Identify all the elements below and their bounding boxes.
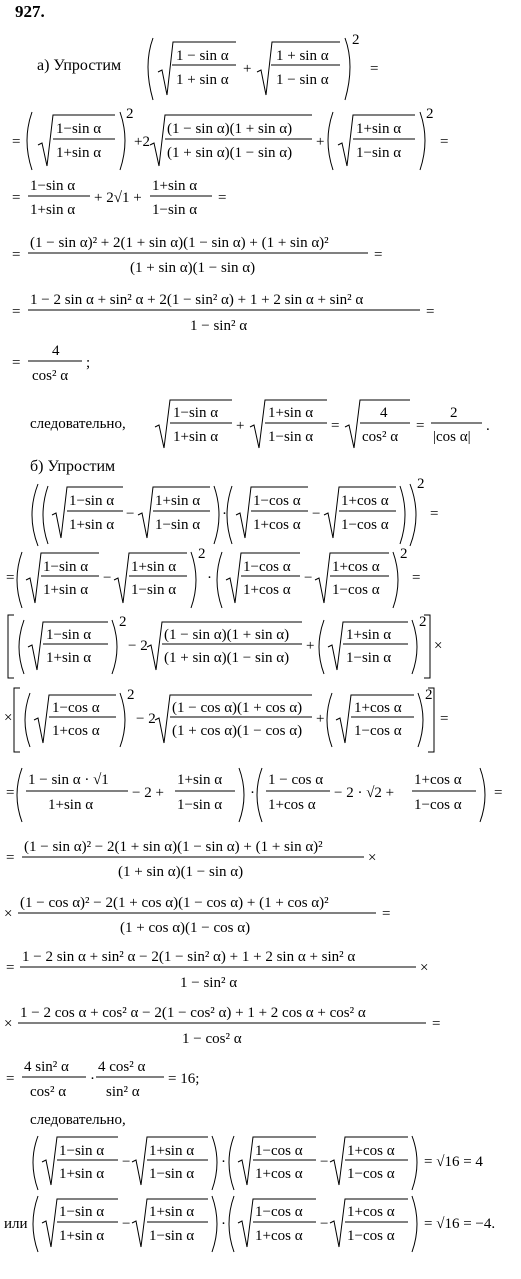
den: 1+cos α — [243, 582, 291, 598]
b-line-1 — [32, 476, 438, 546]
den: 1−cos α — [347, 1166, 395, 1182]
op: × — [434, 638, 443, 654]
op: − — [312, 506, 321, 522]
den: 1 − sin² α — [180, 975, 238, 991]
op: = — [494, 785, 503, 801]
exp: 2 — [119, 614, 127, 630]
den: 1−cos α — [347, 1228, 395, 1244]
num: 1−sin α — [56, 121, 102, 137]
op: ; — [86, 355, 91, 371]
den: 1+sin α — [30, 202, 76, 218]
a-line-5 — [12, 292, 434, 334]
den: (1 + sin α)(1 − sin α) — [118, 864, 244, 880]
op: × — [4, 710, 13, 726]
den: (1 + cos α)(1 − cos α) — [172, 723, 303, 739]
op: = — [430, 506, 439, 522]
paren — [418, 693, 423, 747]
den: |cos α| — [433, 429, 471, 445]
num: 1 − sin α · √1 — [28, 772, 109, 788]
den: 1−sin α — [356, 145, 402, 161]
problem-number: 927. — [15, 2, 45, 21]
paren — [19, 620, 24, 674]
exp: 2 — [400, 546, 408, 562]
op: · — [207, 570, 212, 586]
num: 1+sin α — [177, 772, 223, 788]
den: 1−sin α — [149, 1228, 195, 1244]
num: 1 + sin α — [276, 48, 329, 64]
num: 1−sin α — [59, 1143, 105, 1159]
result: = √16 = −4. — [424, 1216, 496, 1232]
num: 1+sin α — [346, 627, 392, 643]
op: = — [426, 304, 435, 320]
num: (1 − sin α)² − 2(1 + sin α)(1 − sin α) + (1 + sin α)² — [24, 839, 323, 855]
b-line-12 — [33, 1196, 495, 1252]
op: = — [12, 134, 21, 150]
mid: + 2√1 + — [94, 190, 142, 206]
paren — [120, 112, 125, 170]
paren — [480, 768, 485, 822]
paren-outer — [32, 484, 38, 546]
num: 1+sin α — [149, 1204, 195, 1220]
big-paren-left — [148, 38, 153, 100]
op: − — [122, 1216, 131, 1232]
op: + — [316, 134, 325, 150]
op: = — [370, 61, 379, 77]
paren — [229, 1196, 234, 1252]
num: 1+sin α — [268, 405, 314, 421]
a-line-3 — [12, 178, 226, 218]
num: 1−cos α — [253, 493, 301, 509]
den: 1+cos α — [268, 797, 316, 813]
den: 1−cos α — [341, 517, 389, 533]
paren — [17, 768, 22, 822]
paren — [412, 620, 417, 674]
paren — [328, 112, 333, 170]
paren — [17, 552, 22, 608]
paren — [33, 1196, 38, 1252]
op: = — [12, 247, 21, 263]
paren — [257, 768, 262, 822]
den: 1−sin α — [346, 650, 392, 666]
op: − — [122, 1154, 131, 1170]
paren — [27, 112, 32, 170]
den: 1+sin α — [69, 517, 115, 533]
b-line-5 — [6, 768, 502, 822]
paren — [214, 486, 219, 544]
num: 1−cos α — [255, 1143, 303, 1159]
num: 4 — [380, 405, 388, 421]
paren — [229, 1136, 234, 1190]
a-line-4 — [12, 235, 382, 276]
op: × — [420, 960, 429, 976]
op: − — [320, 1154, 329, 1170]
exp: 2 — [425, 687, 433, 703]
op: × — [368, 850, 377, 866]
den: cos² α — [32, 368, 69, 384]
paren — [227, 486, 232, 544]
paren — [212, 1196, 217, 1252]
num: 1−cos α — [243, 559, 291, 575]
num: 1 − 2 cos α + cos² α − 2(1 − cos² α) + 1 + 2 cos α + cos² α — [20, 1005, 366, 1021]
num: 1−sin α — [59, 1204, 105, 1220]
num: 1+sin α — [149, 1143, 195, 1159]
exp: 2 — [417, 476, 425, 492]
den: 1 − sin α — [276, 72, 329, 88]
exp: 2 — [127, 687, 135, 703]
den: 1+sin α — [46, 650, 92, 666]
num: 1+sin α — [152, 178, 198, 194]
num: 4 sin² α — [24, 1059, 69, 1075]
big-paren-right — [345, 38, 350, 100]
op: − — [304, 570, 313, 586]
coef: − 2 — [128, 638, 148, 654]
num: 1−sin α — [69, 493, 115, 509]
bracket-left — [14, 688, 20, 752]
num: 1 − cos α — [268, 772, 324, 788]
exp: 2 — [426, 106, 434, 122]
b-line-4 — [4, 687, 448, 752]
coef: +2 — [134, 134, 150, 150]
hence-b: следовательно, — [30, 1112, 126, 1128]
paren-outer — [410, 484, 416, 546]
num: 1+sin α — [131, 559, 177, 575]
den: (1 + sin α)(1 − sin α) — [167, 145, 293, 161]
op: = — [374, 247, 383, 263]
b-line-8 — [6, 949, 428, 991]
op: . — [486, 418, 490, 434]
den: 1+cos α — [255, 1228, 303, 1244]
paren — [400, 486, 405, 544]
op: = — [6, 570, 15, 586]
exp: 2 — [419, 614, 427, 630]
op: = — [6, 785, 15, 801]
op: · — [222, 506, 227, 522]
exp: 2 — [352, 32, 360, 48]
num: 1+cos α — [414, 772, 462, 788]
paren — [217, 552, 222, 608]
exp: 2 — [126, 106, 134, 122]
op: = — [432, 1016, 441, 1032]
den: 1+cos α — [52, 723, 100, 739]
paren — [412, 1136, 417, 1190]
b-line-6 — [6, 839, 376, 880]
num: 1−sin α — [30, 178, 76, 194]
op: = — [218, 190, 227, 206]
paren — [120, 693, 125, 747]
den: 1+sin α — [48, 797, 94, 813]
den: 1−sin α — [155, 517, 201, 533]
den: (1 + sin α)(1 − sin α) — [130, 260, 256, 276]
den: 1+sin α — [43, 582, 89, 598]
num: 4 cos² α — [98, 1059, 146, 1075]
paren — [33, 1136, 38, 1190]
den: 1 + sin α — [176, 72, 229, 88]
op: = — [382, 906, 391, 922]
paren — [239, 768, 244, 822]
hence: следовательно, — [30, 416, 126, 432]
den: 1 − sin² α — [190, 318, 248, 334]
num: 1−cos α — [255, 1204, 303, 1220]
op: + — [243, 61, 252, 77]
op: · — [221, 1154, 226, 1170]
a-line-2 — [12, 106, 448, 170]
num: 1−sin α — [173, 405, 219, 421]
den: 1−cos α — [332, 582, 380, 598]
coef: − 2 — [136, 711, 156, 727]
op: + — [236, 418, 245, 434]
op: − — [103, 570, 112, 586]
op: − — [126, 506, 135, 522]
result: = √16 = 4 — [424, 1154, 483, 1170]
num: 1+cos α — [354, 700, 402, 716]
den: cos² α — [362, 429, 399, 445]
op: = — [12, 190, 21, 206]
a-line-1 — [148, 32, 378, 100]
num: (1 − cos α)(1 + cos α) — [172, 700, 303, 716]
paren — [212, 1136, 217, 1190]
num: 1+cos α — [341, 493, 389, 509]
op: = — [12, 304, 21, 320]
paren — [319, 620, 324, 674]
exp: 2 — [198, 546, 206, 562]
den: 1−cos α — [414, 797, 462, 813]
op: = — [440, 134, 449, 150]
op: + — [306, 638, 315, 654]
op: = — [331, 418, 340, 434]
num: 1 − sin α — [176, 48, 229, 64]
den: 1 − cos² α — [182, 1031, 242, 1047]
num: 1−sin α — [43, 559, 89, 575]
or-word: или — [4, 1216, 28, 1232]
den: 1−sin α — [152, 202, 198, 218]
result: = 16; — [168, 1071, 200, 1087]
op: = — [416, 418, 425, 434]
op: × — [4, 1016, 13, 1032]
num: 1+sin α — [155, 493, 201, 509]
a-line-7 — [30, 400, 490, 448]
op: · — [221, 1216, 226, 1232]
num: 1 − 2 sin α + sin² α − 2(1 − sin² α) + 1 + 2 sin α + sin² α — [22, 949, 356, 965]
mid: − 2 · √2 + — [334, 785, 395, 801]
part-a-label: а) Упростим — [37, 57, 122, 74]
den: sin² α — [106, 1084, 140, 1100]
den: 1+sin α — [173, 429, 219, 445]
den: (1 + sin α)(1 − sin α) — [164, 650, 290, 666]
num: (1 − sin α)(1 + sin α) — [167, 121, 293, 137]
num: 1+cos α — [347, 1143, 395, 1159]
den: 1+sin α — [59, 1228, 105, 1244]
num: 1−sin α — [46, 627, 92, 643]
paren — [327, 693, 332, 747]
b-line-7 — [4, 895, 390, 936]
den: cos² α — [30, 1084, 67, 1100]
op: = — [440, 711, 449, 727]
a-line-6 — [12, 343, 90, 384]
op: × — [4, 906, 13, 922]
den: 1−sin α — [149, 1166, 195, 1182]
den: 1+cos α — [253, 517, 301, 533]
paren — [25, 693, 30, 747]
b-line-3 — [8, 614, 442, 678]
num: 4 — [52, 343, 60, 359]
bracket-left — [8, 615, 14, 678]
num: 1 − 2 sin α + sin² α + 2(1 − sin² α) + 1 + 2 sin α + sin² α — [30, 292, 364, 308]
op: = — [6, 850, 15, 866]
num: 1−cos α — [52, 700, 100, 716]
den: 1+sin α — [59, 1166, 105, 1182]
paren — [191, 552, 196, 608]
den: 1−cos α — [354, 723, 402, 739]
part-b-label: б) Упростим — [30, 458, 116, 475]
op: = — [412, 570, 421, 586]
op: = — [6, 1071, 15, 1087]
den: 1+sin α — [56, 145, 102, 161]
op: = — [12, 355, 21, 371]
paren — [420, 112, 425, 170]
b-line-11 — [33, 1136, 483, 1190]
den: 1−sin α — [268, 429, 314, 445]
paren — [43, 486, 48, 544]
mid: − 2 + — [132, 785, 164, 801]
b-line-9 — [4, 1005, 440, 1047]
b-line-2 — [6, 546, 420, 608]
num: (1 − sin α)² + 2(1 + sin α)(1 − sin α) + (1 + sin α)² — [30, 235, 329, 251]
den: 1−sin α — [131, 582, 177, 598]
op: · — [90, 1071, 95, 1087]
den: (1 + cos α)(1 − cos α) — [120, 920, 251, 936]
b-line-10 — [6, 1059, 199, 1100]
den: 1−sin α — [177, 797, 223, 813]
num: 1+cos α — [332, 559, 380, 575]
op: + — [316, 711, 325, 727]
num: 1+cos α — [347, 1204, 395, 1220]
paren — [412, 1196, 417, 1252]
num: (1 − cos α)² − 2(1 + cos α)(1 − cos α) + (1 + cos α)² — [20, 895, 329, 911]
paren — [393, 552, 398, 608]
op: = — [6, 960, 15, 976]
num: 2 — [450, 405, 458, 421]
op: − — [320, 1216, 329, 1232]
den: 1+cos α — [255, 1166, 303, 1182]
paren — [112, 620, 117, 674]
num: 1+sin α — [356, 121, 402, 137]
num: (1 − sin α)(1 + sin α) — [164, 627, 290, 643]
op: · — [250, 785, 255, 801]
